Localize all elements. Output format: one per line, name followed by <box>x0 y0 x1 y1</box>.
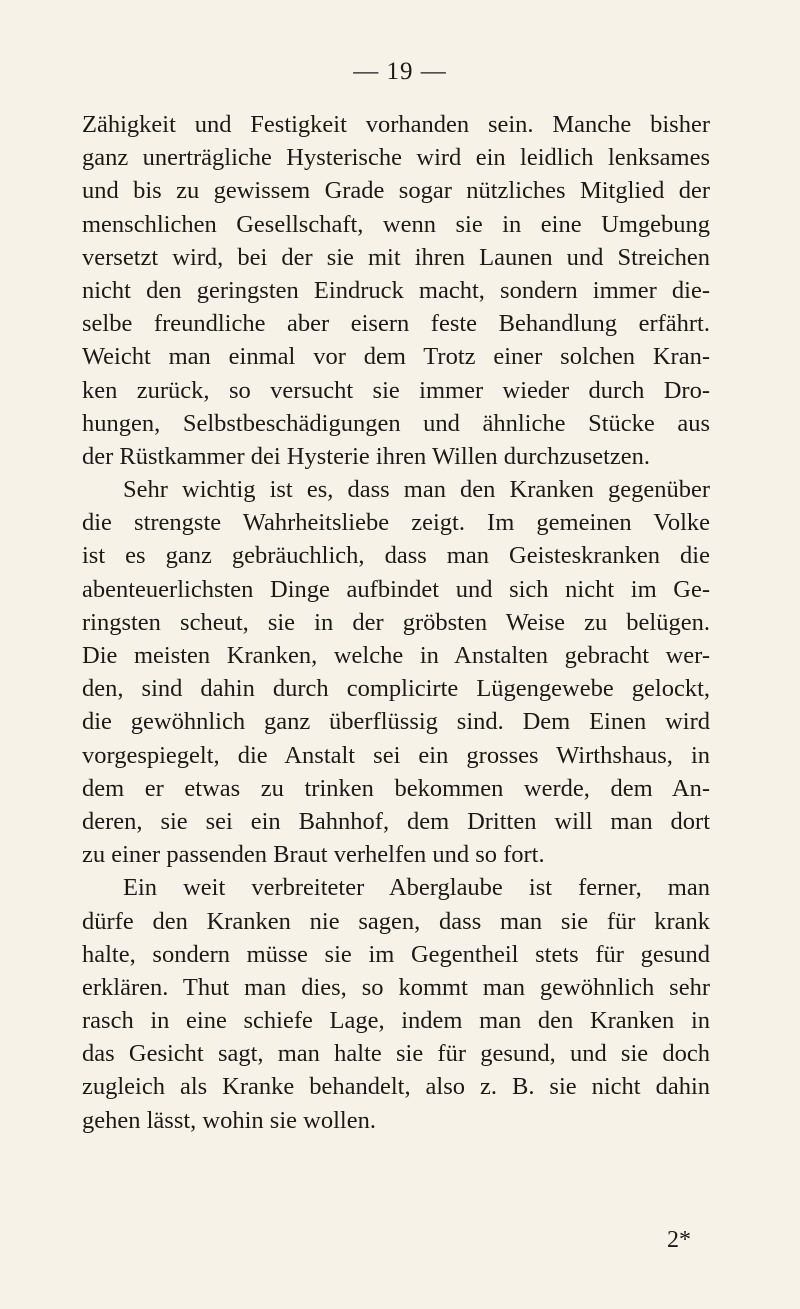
text-line: dürfe den Kranken nie sagen, dass man sie für krank <box>82 907 710 935</box>
text-line: erklären. Thut man dies, so kommt man gewöhnlich sehr <box>82 973 710 1001</box>
body-text <box>82 108 710 1137</box>
text-line: ken zurück, so versucht sie immer wieder durch Dro- <box>82 376 710 404</box>
text-line: halte, sondern müsse sie im Gegentheil stets für gesund <box>82 940 710 968</box>
text-line: zu einer passenden Braut verhelfen und so fort. <box>82 841 545 869</box>
text-line: das Gesicht sagt, man halte sie für gesund, und sie doch <box>82 1040 710 1068</box>
text-line: ganz unerträgliche Hysterische wird ein leidlich lenksames <box>82 144 710 172</box>
text-line: der Rüstkammer dei Hysterie ihren Willen durchzusetzen. <box>82 442 650 470</box>
text-line: gehen lässt, wohin sie wollen. <box>82 1106 376 1134</box>
text-line: ist es ganz gebräuchlich, dass man Geisteskranken die <box>82 542 710 570</box>
text-line: Sehr wichtig ist es, dass man den Kranken gegenüber <box>123 476 710 504</box>
text-line: Die meisten Kranken, welche in Anstalten gebracht wer- <box>82 642 710 669</box>
text-line: Weicht man einmal vor dem Trotz einer solchen Kran- <box>82 343 710 371</box>
text-line: und bis zu gewissem Grade sogar nützliches Mitglied der <box>82 177 710 205</box>
text-line: den, sind dahin durch complicirte Lügengewebe gelockt, <box>82 675 710 703</box>
text-line: nicht den geringsten Eindruck macht, sondern immer die- <box>82 276 710 304</box>
text-line: menschlichen Gesellschaft, wenn sie in eine Umgebung <box>82 210 710 238</box>
text-line: deren, sie sei ein Bahnhof, dem Dritten will man dort <box>82 807 710 835</box>
text-line: Zähigkeit und Festigkeit vorhanden sein. Manche bisher <box>82 111 710 138</box>
text-line: versetzt wird, bei der sie mit ihren Launen und Streichen <box>82 243 710 271</box>
text-line: ringsten scheut, sie in der gröbsten Weise zu belügen. <box>82 608 710 636</box>
text-line: die gewöhnlich ganz überflüssig sind. Dem Einen wird <box>82 708 710 736</box>
signature-mark: 2* <box>667 1227 691 1253</box>
page-number-header: — 19 — <box>353 58 447 85</box>
text-line: abenteuerlichsten Dinge aufbindet und sich nicht im Ge- <box>82 575 710 603</box>
text-line: hungen, Selbstbeschädigungen und ähnliche Stücke aus <box>82 409 710 437</box>
text-line: rasch in eine schiefe Lage, indem man den Kranken in <box>82 1007 710 1035</box>
text-line: dem er etwas zu trinken bekommen werde, dem An- <box>82 774 710 802</box>
text-line: vorgespiegelt, die Anstalt sei ein grosses Wirthshaus, in <box>82 741 710 769</box>
text-line: die strengste Wahrheitsliebe zeigt. Im gemeinen Volke <box>82 509 710 537</box>
text-line: Ein weit verbreiteter Aberglaube ist ferner, man <box>123 874 710 902</box>
text-line: selbe freundliche aber eisern feste Behandlung erfährt. <box>82 310 710 338</box>
text-line: zugleich als Kranke behandelt, also z. B. sie nicht dahin <box>82 1073 710 1101</box>
